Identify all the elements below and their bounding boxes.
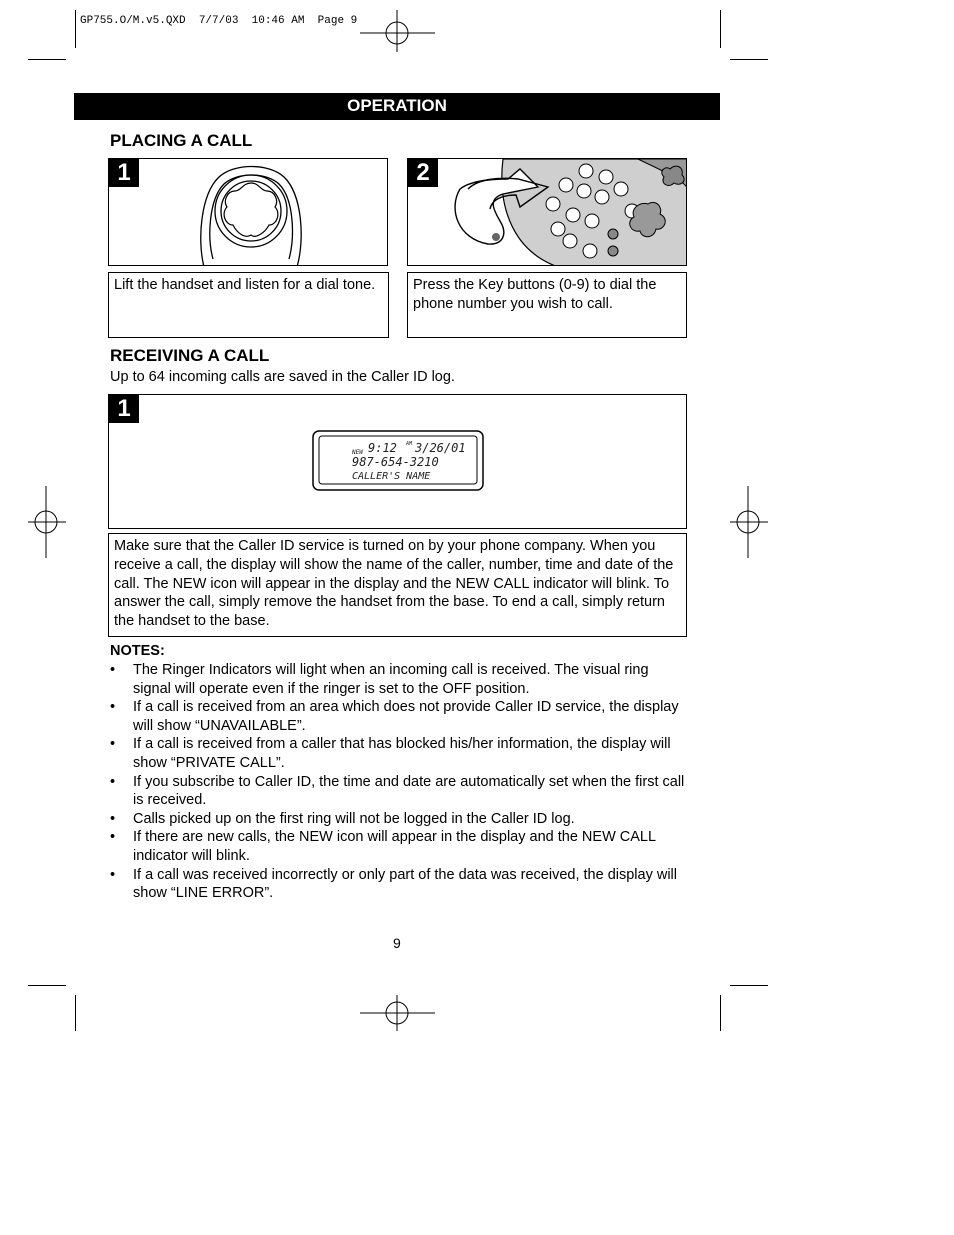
lcd-time: 9:12 bbox=[368, 441, 397, 455]
step-number: 1 bbox=[109, 159, 139, 187]
lcd-name: CALLER'S NAME bbox=[352, 471, 431, 482]
note-item: • If a call is received from a caller that has blocked his/her information, the display will show “PRIVATE CALL”. bbox=[110, 736, 671, 771]
lcd-date: 3/26/01 bbox=[415, 441, 466, 455]
note-item: • The Ringer Indicators will light when an incoming call is received. The visual ring signal will operate even if the ringer is set to the OFF position. bbox=[110, 662, 649, 697]
note-item: • Calls picked up on the first ring will not be logged in the Caller ID log. bbox=[110, 810, 575, 827]
handset-icon bbox=[109, 159, 388, 266]
caller-id-illustration bbox=[108, 394, 687, 529]
receiving-call-title: RECEIVING A CALL bbox=[110, 346, 270, 365]
lcd-am: AM bbox=[406, 441, 413, 447]
note-item: • If there are new calls, the NEW icon will appear in the display and the NEW CALL indicator will blink. bbox=[110, 829, 656, 864]
lcd-number: 987-654-3210 bbox=[352, 455, 439, 469]
step-2-illustration bbox=[407, 158, 687, 266]
step-1-illustration bbox=[108, 158, 388, 266]
step-2-caption: Press the Key buttons (0-9) to dial the phone number you wish to call. bbox=[407, 272, 687, 338]
step-number: 1 bbox=[109, 395, 139, 423]
lcd-display-icon bbox=[312, 430, 492, 494]
receiving-intro: Up to 64 incoming calls are saved in the Caller ID log. bbox=[110, 369, 455, 385]
notes-title: NOTES: bbox=[110, 643, 165, 659]
keypad-icon bbox=[408, 159, 687, 266]
step-1-caption: Lift the handset and listen for a dial tone. bbox=[108, 272, 389, 338]
notes-list bbox=[110, 661, 690, 903]
receiving-description: Make sure that the Caller ID service is turned on by your phone company. When you receive a call, the display will show the name of the caller, number, time and date of the call. The NEW icon will appear in the display and the NEW CALL indicator will blink. To answer the call, simply remove the handset from the base. To end a call, simply return the handset to the base. bbox=[108, 533, 687, 637]
placing-call-title: PLACING A CALL bbox=[110, 131, 253, 150]
note-item: • If you subscribe to Caller ID, the time and date are automatically set when the first call is received. bbox=[110, 773, 685, 809]
step-number: 2 bbox=[408, 159, 438, 187]
note-item: • If a call is received from an area which does not provide Caller ID service, the display will show “UNAVAILABLE”. bbox=[110, 699, 679, 734]
lcd-new-label: NEW bbox=[352, 449, 363, 456]
print-slug: GP755.O/M.v5.QXD 7/7/03 10:46 AM Page 9 bbox=[80, 15, 358, 27]
note-item: • If a call was received incorrectly or only part of the data was received, the display will show “LINE ERROR”. bbox=[110, 866, 677, 902]
page-number: 9 bbox=[393, 935, 401, 951]
section-header: OPERATION bbox=[74, 93, 720, 120]
